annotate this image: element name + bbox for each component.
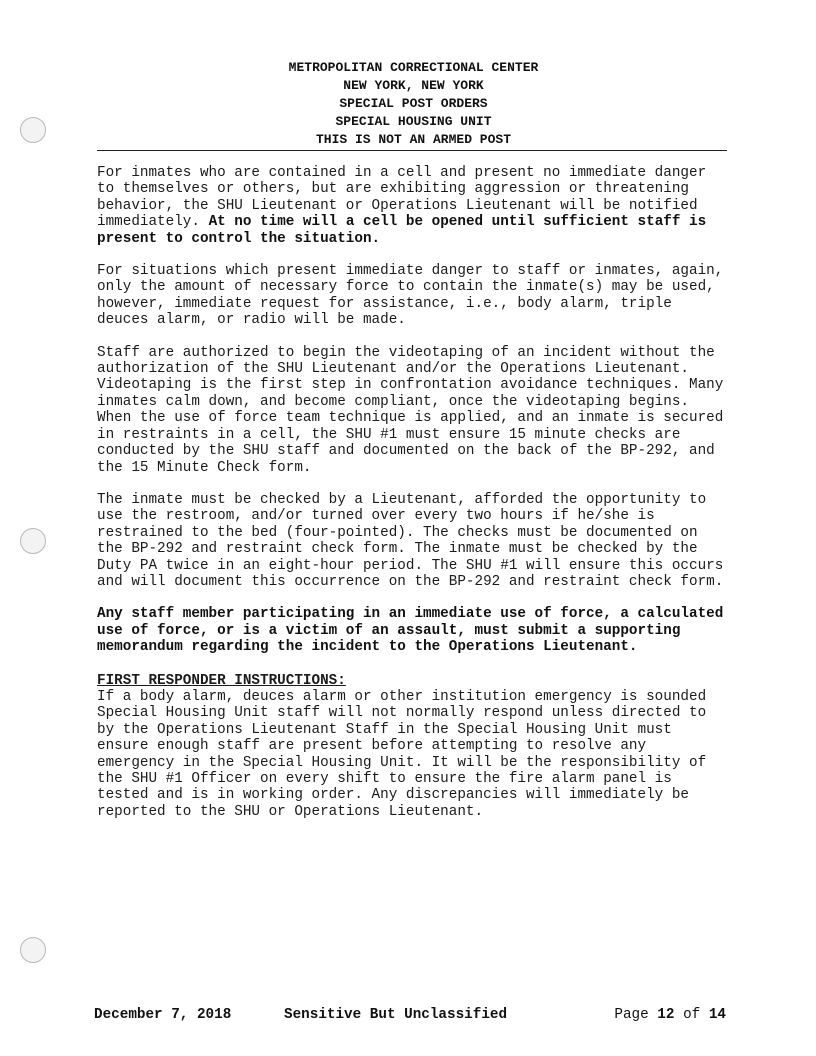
punch-hole-bottom	[20, 937, 46, 963]
paragraph-immediate-danger: For situations which present immediate danger to staff or inmates, again, only the amount of necessary force to contain the inmate(s) may be used, however, immediate request for assistance, i.e., body alarm, triple deuces alarm, or radio will be made.	[97, 263, 724, 329]
paragraph-restraint-checks: The inmate must be checked by a Lieutenant, afforded the opportunity to use the restroom, and/or turned over every two hours if he/she is restrained to the bed (four-pointed). The checks must be documented on the BP-292 and restraint check form. The inmate must be checked by the Duty PA twice in an eight-hour period. The SHU #1 will ensure this occurs and will document this occurrence on the BP-292 and restraint check form.	[97, 491, 724, 590]
header-institution: METROPOLITAN CORRECTIONAL CENTER	[288, 60, 539, 75]
footer-date: December 7, 2018	[94, 1007, 232, 1023]
paragraph-emphasis: At no time will a cell be opened until sufficient staff is present to control the situation.	[97, 214, 707, 247]
paragraph-memorandum: Any staff member participating in an immediate use of force, a calculated use of force, or is a victim of an assault, must submit a supporting memorandum regarding the incident to the Operations Lieutenant.	[97, 606, 724, 656]
paragraph-text: For inmates who are contained in a cell and present no immediate danger to themselves or others, but are exhibiting aggression or threatening behavior, the SHU Lieutenant or Operations Lieutenant will be notified immediately.	[97, 165, 707, 231]
header-post-status: THIS IS NOT AN ARMED POST	[315, 132, 512, 147]
page-word: Page	[614, 1007, 649, 1023]
header-divider	[97, 150, 727, 151]
header-location: NEW YORK, NEW YORK	[343, 78, 484, 93]
paragraph-cell-aggression	[97, 165, 727, 247]
paragraph-first-responder: If a body alarm, deuces alarm or other institution emergency is sounded Special Housing Unit staff will not normally respond unless directed to by the Operations Lieutenant Staff in the Special Housing Unit must ensure enough staff are present before attempting to resolve any emergency in the Special Housing Unit. It will be the responsibility of the SHU #1 Officer on every shift to ensure the fire alarm panel is tested and is in working order. Any discrepancies will immediately be reported to the SHU or Operations Lieutenant.	[97, 688, 707, 820]
page-total: 14	[708, 1007, 726, 1023]
document-body	[97, 165, 727, 836]
header-doc-type: SPECIAL POST ORDERS	[339, 96, 488, 111]
punch-hole-middle	[20, 528, 46, 554]
punch-hole-top	[20, 117, 46, 143]
paragraph-videotaping: Staff are authorized to begin the videotaping of an incident without the authorization of the SHU Lieutenant and/or the Operations Lieutenant. Videotaping is the first step in confrontation avoidance techniques. Many inmates calm down, and become compliant, once the videotaping begins. When the use of force team technique is applied, and an inmate is secured in restraints in a cell, the SHU #1 must ensure 15 minute checks are conducted by the SHU staff and documented on the back of the BP-292, and the 15 Minute Check form.	[97, 344, 724, 476]
document-header	[97, 59, 730, 149]
footer-classification: Sensitive But Unclassified	[284, 1007, 508, 1023]
header-unit: SPECIAL HOUSING UNIT	[335, 114, 492, 129]
section-heading-first-responder: FIRST RESPONDER INSTRUCTIONS:	[97, 672, 346, 689]
page-footer	[94, 1007, 726, 1027]
footer-page-number	[614, 1007, 726, 1023]
page-current: 12	[657, 1007, 675, 1023]
page-of: of	[683, 1007, 701, 1023]
